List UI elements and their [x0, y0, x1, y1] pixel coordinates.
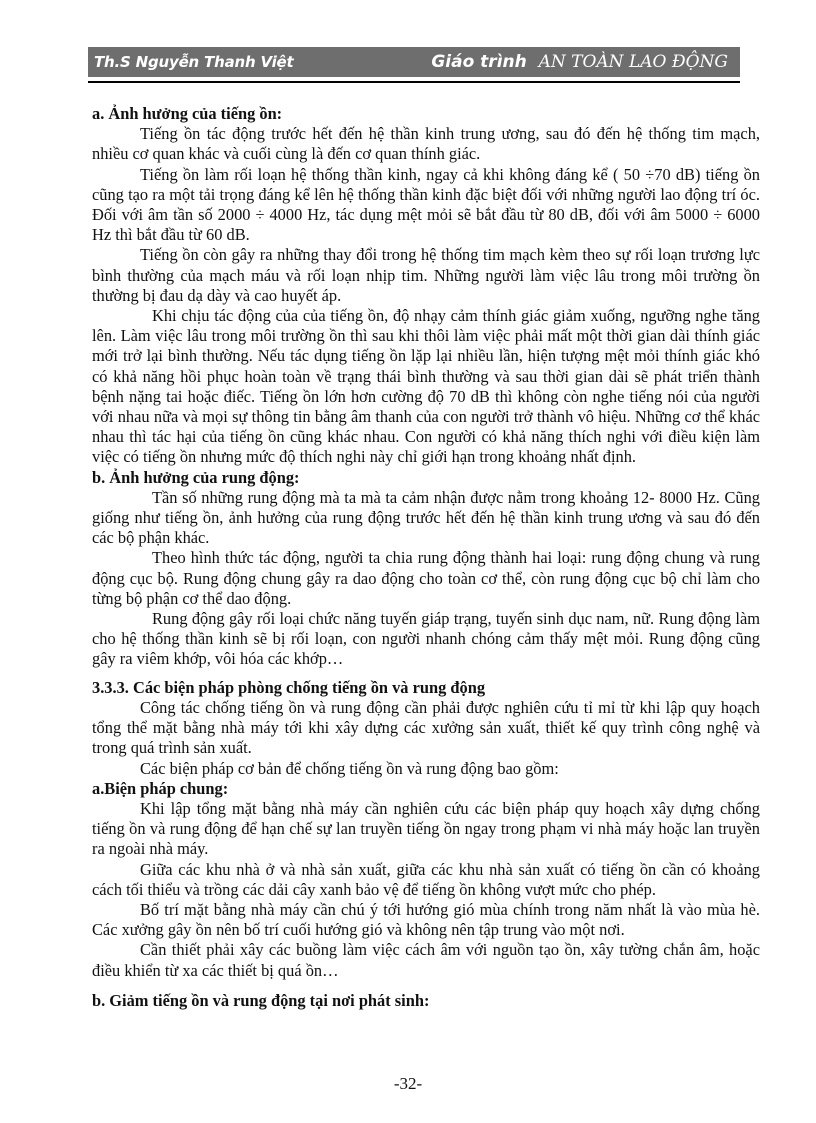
paragraph: Khi lập tổng mặt bằng nhà máy cần nghiên cứu các biện pháp quy hoạch xây dựng chống tiếng ồn và rung động để hạn chế sự lan truyền tiếng ồn ngay trong phạm vi nhà máy hoặc lan truyền ra ngoài nhà máy. [92, 798, 760, 859]
paragraph: Cần thiết phải xây các buồng làm việc cách âm với nguồn tạo ồn, xây tường chắn âm, hoặc điều khiển từ xa các thiết bị quá ồn… [92, 940, 760, 980]
paragraph: Tiếng ồn tác động trước hết đến hệ thần kinh trung ương, sau đó đến hệ thống tim mạch, nhiều cơ quan khác và cuối cùng là đến cơ quan thính giác. [92, 124, 760, 164]
section-b-heading: b. Ảnh hưởng của rung động: [92, 467, 300, 487]
header-author: Th.S Nguyễn Thanh Việt [94, 53, 294, 71]
paragraph: Công tác chống tiếng ồn và rung động cần phải được nghiên cứu tỉ mỉ từ khi lập quy hoạch tổng thể mặt bằng nhà máy tới khi xây dựng các xưởng sản xuất, thiết kế quy trình công nghệ và trong quá trình sản xuất. [92, 697, 760, 758]
header-title-subject: AN TOÀN LAO ĐỘNG [538, 52, 728, 72]
paragraph: Tiếng ồn còn gây ra những thay đổi trong hệ thống tim mạch kèm theo sự rối loạn trương lực bình thường của mạch máu và rối loạn nhịp tim. Những người làm việc lâu trong môi trường ồn thường bị đau dạ dày và cao huyết áp. [92, 245, 760, 305]
header-title [431, 52, 728, 72]
paragraph: Giữa các khu nhà ở và nhà sản xuất, giữa các khu nhà sản xuất có tiếng ồn cần có khoảng cách tối thiểu và trồng các dải cây xanh bảo vệ để tiếng ồn không vượt mức cho phép. [92, 859, 760, 899]
paragraph: Bố trí mặt bằng nhà máy cần chú ý tới hướng gió mùa chính trong năm nhất là vào mùa hè. Các xưởng gây ồn nên bố trí cuối hướng gió và không nên tập trung vào một nơi. [92, 899, 760, 940]
paragraph: Khi chịu tác động của của tiếng ồn, độ nhạy cảm thính giác giảm xuống, ngưỡng nghe tăng lên. Làm việc lâu trong môi trường ồn thì sau khi thôi làm việc phải mất một thời gian dài thính giác mới trở lại bình thường. Nếu tác dụng tiếng ồn lặp lại nhiều lần, hiện tượng mệt mỏi thính giác khó có khả năng hồi phục hoàn toàn về trạng thái bình thường và sau thời gian dài sẽ phát triển thành bệnh nặng tai hoặc điếc. Tiếng ồn lớn hơn cường độ 70 dB thì không còn nghe tiếng nói của người với nhau nữa và mọi sự thông tin bằng âm thanh của con người trở thành vô hiệu. Những cơ thể khác nhau thì tác hại của tiếng ồn cũng khác nhau. Con người có khả năng thích nghi với điều kiện làm việc có tiếng ồn nhưng mức độ thích nghi này chỉ giới hạn trong khoảng nhất định. [92, 306, 760, 467]
section-a2-heading: a.Biện pháp chung: [92, 778, 229, 798]
page-body [92, 104, 760, 1011]
paragraph: Rung động gây rối loại chức năng tuyến giáp trạng, tuyến sinh dục nam, nữ. Rung động làm cho hệ thống thần kinh sẽ bị rối loạn, con người nhanh chóng cảm thấy mệt mỏi. Rung động cũng gây ra viêm khớp, vôi hóa các khớp… [92, 609, 760, 669]
section-b2-heading: b. Giảm tiếng ồn và rung động tại nơi phát sinh: [92, 990, 430, 1010]
section-333-heading: 3.3.3. Các biện pháp phòng chống tiếng ồn và rung động [92, 677, 486, 697]
paragraph: Tần số những rung động mà ta mà ta cảm nhận được nằm trong khoảng 12- 8000 Hz. Cũng giống như tiếng ồn, ảnh hưởng của rung động trước hết đến hệ thần kinh trung ương và sau đó đến các bộ phận khác. [92, 487, 760, 548]
header-rule [88, 81, 740, 83]
paragraph: Tiếng ồn làm rối loạn hệ thống thần kinh, ngay cả khi không đáng kể ( 50 ÷70 dB) tiếng ồn cũng tạo ra một tải trọng đáng kể lên hệ thống thần kinh đặc biệt đối với những người lao động trí óc. Đối với âm tần số 2000 ÷ 4000 Hz, tác dụng mệt mỏi sẽ bắt đầu từ 80 dB, đối với âm 5000 ÷ 6000 Hz thì bắt đầu từ 60 dB. [92, 164, 760, 245]
paragraph: Theo hình thức tác động, người ta chia rung động thành hai loại: rung động chung và rung động cục bộ. Rung động chung gây ra dao động cho toàn cơ thể, còn rung động cục bộ chỉ làm cho từng bộ phận cơ thể dao động. [92, 548, 760, 608]
paragraph: Các biện pháp cơ bản để chống tiếng ồn và rung động bao gồm: [140, 758, 559, 778]
header-title-prefix: Giáo trình [431, 52, 527, 72]
section-a-heading: a. Ảnh hưởng của tiếng ồn: [92, 104, 283, 123]
page-number: -32- [393, 1074, 423, 1093]
page-header [88, 47, 740, 77]
